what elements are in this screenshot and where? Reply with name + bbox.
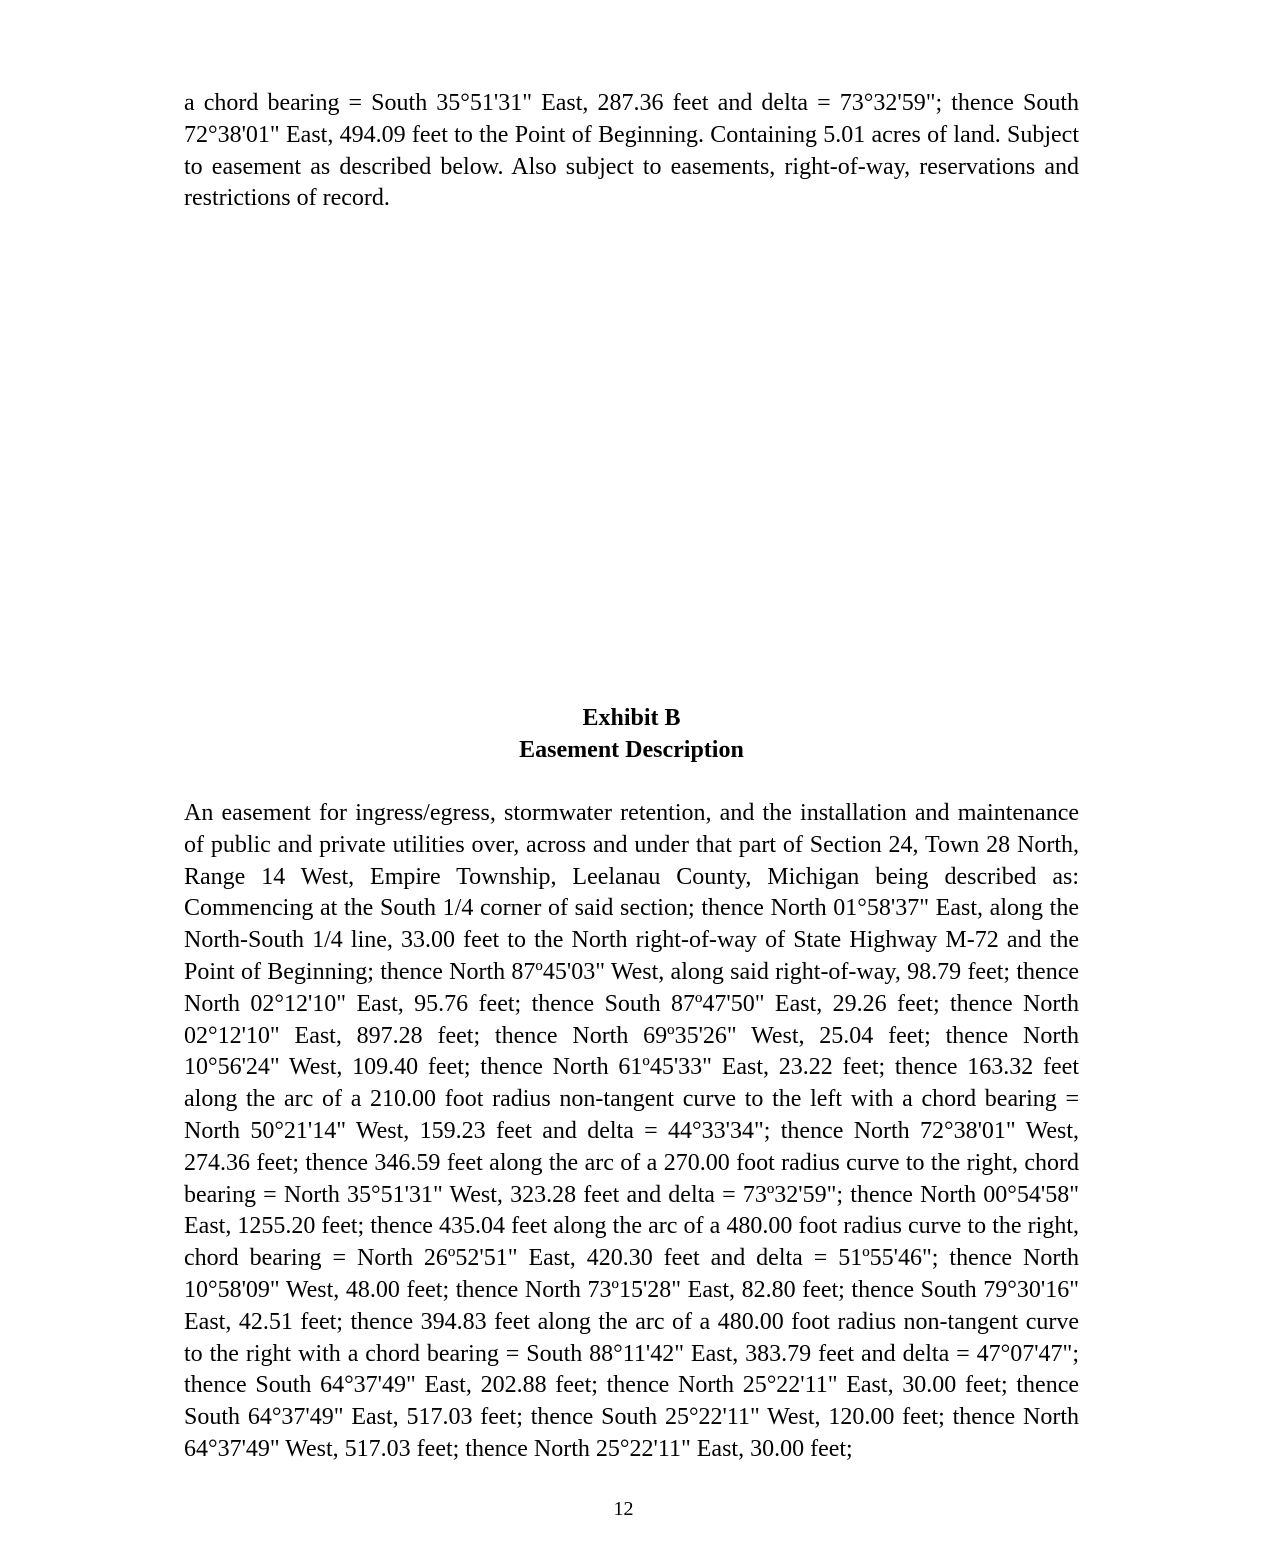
legal-description-continuation: a chord bearing = South 35°51'31" East, 287.36 feet and delta = 73°32'59"; thence South 72°38'01" East, 494.09 feet to the Point of Beginning. Containing 5.01 acres of land. Subject to easement as described below. Also subject to easements, right-of-way, reservations and restrictions of record. bbox=[184, 90, 1079, 212]
exhibit-title: Exhibit B bbox=[582, 705, 681, 731]
page-number: 12 bbox=[613, 1498, 634, 1520]
easement-description-paragraph: An easement for ingress/egress, stormwater retention, and the installation and maintenance of public and private utilities over, across and under that part of Section 24, Town 28 North, Range 14 West, Empire Township, Leelanau County, Michigan being described as: Commencing at the South 1/4 corner of said section; thence North 01°58'37" East, along the North-South 1/4 line, 33.00 feet to the North right-of-way of State Highway M-72 and the Point of Beginning; thence North 87º45'03" West, along said right-of-way, 98.79 feet; thence North 02°12'10" East, 95.76 feet; thence South 87º47'50" East, 29.26 feet; thence North 02°12'10" East, 897.28 feet; thence North 69º35'26" West, 25.04 feet; thence North 10°56'24" West, 109.40 feet; thence North 61º45'33" East, 23.22 feet; thence 163.32 feet along the arc of a 210.00 foot radius non-tangent curve to the left with a chord bearing = North 50°21'14" West, 159.23 feet and delta = 44°33'34"; thence North 72°38'01" West, 274.36 feet; thence 346.59 feet along the arc of a 270.00 foot radius curve to the right, chord bearing = North 35°51'31" West, 323.28 feet and delta = 73º32'59"; thence North 00°54'58" East, 1255.20 feet; thence 435.04 feet along the arc of a 480.00 foot radius curve to the right, chord bearing = North 26º52'51" East, 420.30 feet and delta = 51º55'46"; thence North 10°58'09" West, 48.00 feet; thence North 73º15'28" East, 82.80 feet; thence South 79°30'16" East, 42.51 feet; thence 394.83 feet along the arc of a 480.00 foot radius non-tangent curve to the right with a chord bearing = South 88°11'42" East, 383.79 feet and delta = 47°07'47"; thence South 64°37'49" East, 202.88 feet; thence North 25°22'11" East, 30.00 feet; thence South 64°37'49" East, 517.03 feet; thence South 25°22'11" West, 120.00 feet; thence North 64°37'49" West, 517.03 feet; thence North 25°22'11" East, 30.00 feet; bbox=[184, 800, 1079, 1462]
exhibit-subtitle: Easement Description bbox=[519, 737, 744, 763]
